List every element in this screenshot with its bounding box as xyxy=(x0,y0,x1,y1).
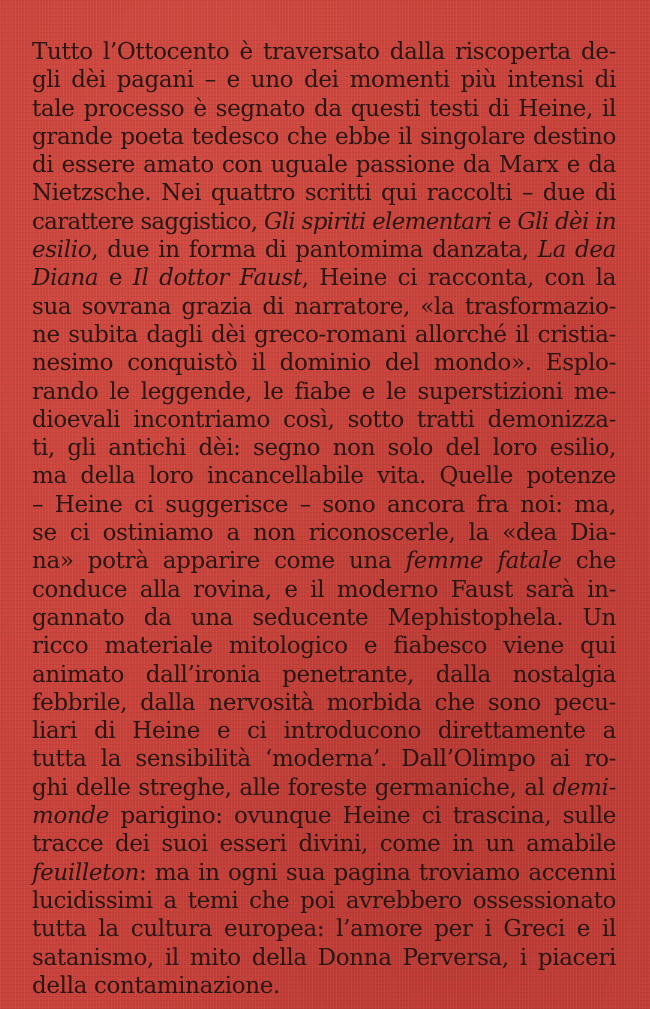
blurb-text: : ma in ogni sua pagina troviamo accenni xyxy=(139,859,616,886)
blurb-italic-title: monde xyxy=(32,803,110,830)
blurb-text: ne subita dagli dèi greco-romani allorché il cristia- xyxy=(32,321,616,348)
blurb-line xyxy=(32,604,616,632)
blurb-line xyxy=(32,717,616,745)
blurb-italic-title: Gli dèi in xyxy=(517,208,616,235)
blurb-text: se ci ostiniamo a non riconoscerle, la «dea Dia- xyxy=(32,520,616,547)
blurb-line xyxy=(32,434,616,462)
blurb-line xyxy=(32,972,616,1000)
blurb-text: grande poeta tedesco che ebbe il singolare destino xyxy=(32,123,616,150)
blurb-line xyxy=(32,944,616,972)
blurb-text: , due in forma di pantomima danzata, xyxy=(91,237,538,264)
blurb-line xyxy=(32,519,616,547)
blurb-line xyxy=(32,491,616,519)
blurb-line xyxy=(32,208,616,236)
blurb-line xyxy=(32,661,616,689)
blurb-text: lucidissimi a temi che poi avrebbero ossessionato xyxy=(32,887,616,914)
blurb-italic-title: La dea xyxy=(537,237,616,264)
cover-blurb xyxy=(32,38,616,1000)
blurb-line xyxy=(32,802,616,830)
blurb-line xyxy=(32,236,616,264)
blurb-line xyxy=(32,859,616,887)
blurb-line xyxy=(32,378,616,406)
blurb-text: liari di Heine e ci introducono direttamente a xyxy=(32,718,616,745)
blurb-line xyxy=(32,915,616,943)
blurb-italic-title: Gli spiriti elementari xyxy=(264,208,492,235)
blurb-line xyxy=(32,151,616,179)
blurb-text: satanismo, il mito della Donna Perversa, i piaceri xyxy=(32,944,616,971)
blurb-text: gli dèi pagani – e uno dei momenti più intensi di xyxy=(32,67,616,94)
blurb-line xyxy=(32,632,616,660)
blurb-text: , Heine ci racconta, con la xyxy=(301,265,617,292)
blurb-line xyxy=(32,321,616,349)
blurb-text: tutta la sensibilità ‘moderna’. Dall’Olimpo ai ro- xyxy=(32,746,616,773)
blurb-line xyxy=(32,774,616,802)
blurb-text: gannato da una seducente Mephistophela. Un xyxy=(32,604,616,631)
blurb-text: ti, gli antichi dèi: segno non solo del loro esilio, xyxy=(32,435,616,462)
blurb-line xyxy=(32,66,616,94)
blurb-text: rando le leggende, le fiabe e le superstizioni me- xyxy=(32,378,616,405)
blurb-text: e xyxy=(98,265,133,292)
blurb-text: na» potrà apparire come una xyxy=(32,548,406,575)
blurb-line xyxy=(32,179,616,207)
blurb-italic-title: Diana xyxy=(32,265,99,292)
blurb-text: nesimo conquistò il dominio del mondo». Esplo- xyxy=(32,350,616,377)
blurb-text: ghi delle streghe, alle foreste germaniche, al xyxy=(32,774,553,801)
blurb-line xyxy=(32,462,616,490)
blurb-line xyxy=(32,689,616,717)
blurb-line xyxy=(32,745,616,773)
blurb-text: conduce alla rovina, e il moderno Faust sarà in- xyxy=(32,576,616,603)
blurb-text: di essere amato con uguale passione da Marx e da xyxy=(32,152,616,179)
blurb-text: parigino: ovunque Heine ci trascina, sulle xyxy=(109,803,616,830)
blurb-text: tutta la cultura europea: l’amore per i Greci e il xyxy=(32,916,616,943)
blurb-line xyxy=(32,547,616,575)
blurb-line xyxy=(32,406,616,434)
blurb-text: Tutto l’Ottocento è traversato dalla riscoperta de- xyxy=(32,39,616,65)
blurb-text: carattere saggistico, xyxy=(32,208,264,235)
blurb-line xyxy=(32,123,616,151)
blurb-line xyxy=(32,95,616,123)
blurb-line xyxy=(32,576,616,604)
blurb-italic-title: Il dottor Faust xyxy=(132,265,302,292)
blurb-text: della contaminazione. xyxy=(32,972,280,999)
blurb-text: – Heine ci suggerisce – sono ancora fra noi: ma, xyxy=(32,491,616,518)
blurb-line xyxy=(32,38,616,66)
blurb-italic-title: femme fatale xyxy=(405,548,562,575)
blurb-italic-title: esilio xyxy=(32,237,92,264)
blurb-text: febbrile, dalla nervosità morbida che sono pecu- xyxy=(32,689,616,716)
blurb-italic-title: feuilleton xyxy=(32,859,140,886)
blurb-text: tale processo è segnato da questi testi di Heine, il xyxy=(32,95,616,122)
blurb-text: ricco materiale mitologico e fiabesco viene qui xyxy=(32,633,616,660)
blurb-italic-title: demi- xyxy=(552,774,616,801)
blurb-line xyxy=(32,264,616,292)
blurb-line xyxy=(32,349,616,377)
blurb-text: dioevali incontriamo così, sotto tratti demonizza- xyxy=(32,406,616,433)
blurb-line xyxy=(32,887,616,915)
blurb-text: Nietzsche. Nei quattro scritti qui raccolti – due di xyxy=(32,180,616,207)
blurb-line xyxy=(32,293,616,321)
blurb-text: ma della loro incancellabile vita. Quelle potenze xyxy=(32,463,616,490)
blurb-text: tracce dei suoi esseri divini, come in un amabile xyxy=(32,831,616,858)
blurb-text: animato dall’ironia penetrante, dalla nostalgia xyxy=(32,661,616,688)
blurb-text: sua sovrana grazia di narratore, «la trasformazio- xyxy=(32,293,616,320)
blurb-text: che xyxy=(561,548,616,575)
blurb-line xyxy=(32,830,616,858)
blurb-text: e xyxy=(491,208,518,235)
